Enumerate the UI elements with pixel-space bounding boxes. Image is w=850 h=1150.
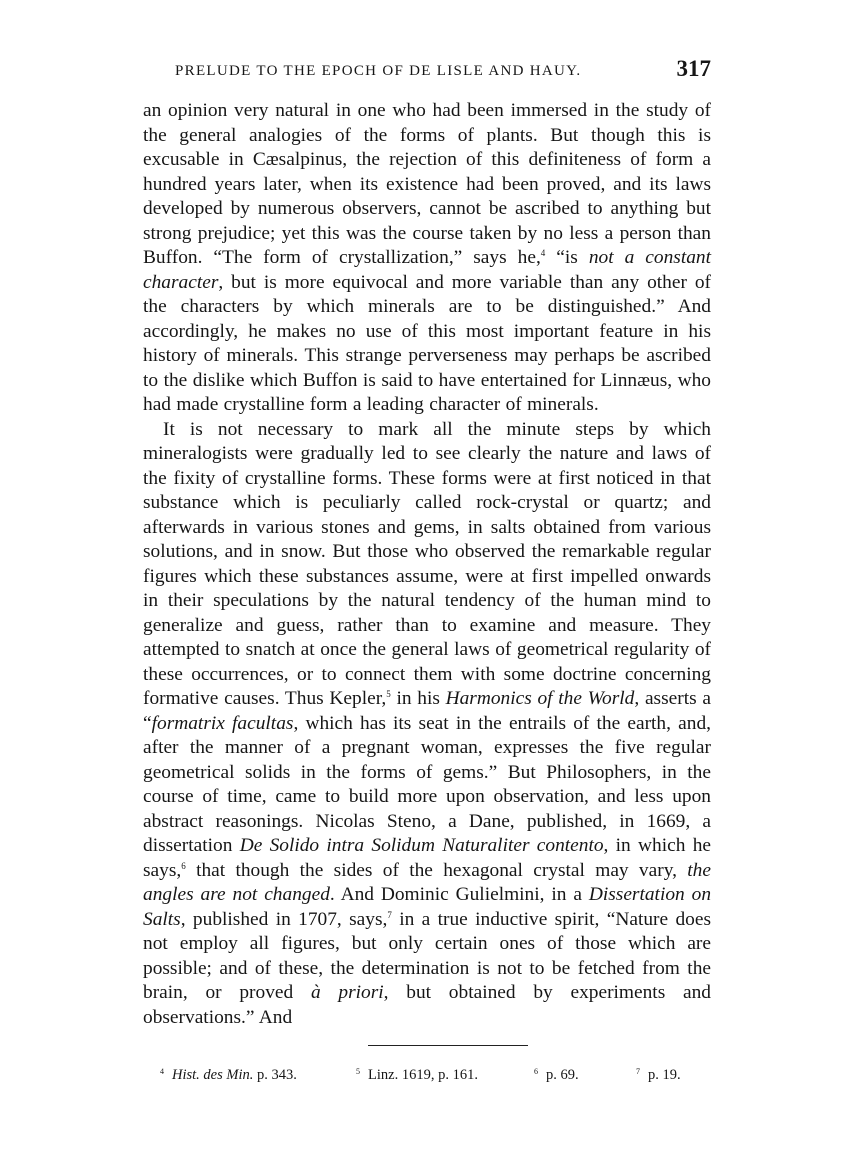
paragraph-1 xyxy=(143,99,711,418)
paragraph-2-part-b: in his xyxy=(390,688,446,709)
book-title-harmonics: Harmonics of the World xyxy=(445,688,635,709)
footnote-text: p. 343. xyxy=(253,1067,297,1083)
paragraph-2-part-d: , which has its seat in the entrails of the earth, and, after the manner of a pregnant woman, expresses the five regular geometrical solids in the forms of gems.” But Philosophers, in the course of time, came to build more upon observation, and less upon abstract reasonings. Nicolas Steno, a Dane, published, in 1669, a dissertation xyxy=(143,712,711,856)
paragraph-2-part-g: . And Dominic Gulielmini, in a xyxy=(329,884,589,905)
paragraph-1-emphasis: not a constant character xyxy=(143,247,711,293)
footnote-text: Linz. 1619, p. 161. xyxy=(368,1067,478,1083)
footnote-ref-5: 5 xyxy=(386,689,391,699)
footnote-mark: 7 xyxy=(636,1067,640,1076)
footnotes xyxy=(160,1063,700,1089)
footnote-text: p. 69. xyxy=(546,1067,579,1083)
footnote-5 xyxy=(356,1067,478,1084)
paragraph-1-part-c: , but is more equivocal and more variable than any other of the characters by which minerals are to be distinguished.” And accordingly, he makes no use of this most important feature in his history of minerals. This strange perverseness may perhaps be ascribed to the dislike which Buffon is said to have entertained for Linnæus, who had made crystalline form a leading character of minerals. xyxy=(143,271,711,415)
emphasis-angles: the angles are not changed xyxy=(143,859,711,905)
dissertation-title-steno: De Solido intra Solidum Naturaliter contento xyxy=(239,835,604,856)
footnote-ref-4: 4 xyxy=(540,248,546,258)
footnote-text: p. 19. xyxy=(648,1067,681,1083)
footnote-4 xyxy=(160,1067,297,1084)
paragraph-2-part-a: It is not necessary to mark all the minute steps by which mineralogists were gradually led to see clearly the nature and laws of the fixity of crystalline forms. These forms were at first noticed in that substance which is peculiarly called rock-crystal or quartz; and afterwards in various stones and gems, in salts obtained from various solutions, and in snow. But those who observed the remarkable regular figures which these substances assume, were at first impelled onwards in their speculations by the natural tendency of the human mind to generalize and guess, rather than to examine and measure. They attempted to snatch at once the general laws of geometrical regularity of these occurrences, or to connect them with some doctrine concerning formative causes. Thus Kepler, xyxy=(143,418,711,709)
running-header xyxy=(143,56,711,86)
body-text xyxy=(143,99,711,1030)
latin-phrase-formatrix: formatrix facultas xyxy=(151,712,294,734)
page-number: 317 xyxy=(676,56,711,81)
paragraph-1-part-b: “is xyxy=(545,247,589,268)
footnote-divider xyxy=(368,1045,528,1046)
latin-phrase-a-priori: à priori xyxy=(310,982,384,1003)
paragraph-2 xyxy=(143,418,711,1031)
footnote-italic: Hist. des Min. xyxy=(172,1067,254,1083)
paragraph-1-part-a: an opinion very natural in one who had been immersed in the study of the general analogies of the forms of plants. But though this is excusable in Cæsalpinus, the rejection of this definiteness of form a hundred years later, when its existence had been proved, and its laws developed by numerous observers, cannot be ascribed to anything but strong prejudice; yet this was the course taken by no less a person than Buffon. “The form of crystallization,” says he, xyxy=(143,100,711,268)
footnote-mark: 5 xyxy=(356,1067,360,1076)
paragraph-2-part-c: , asserts a “ xyxy=(143,688,711,734)
paragraph-2-part-h: , published in 1707, says, xyxy=(180,908,388,930)
footnote-mark: 6 xyxy=(534,1067,538,1076)
paragraph-2-part-e: , in which he says, xyxy=(143,835,711,881)
footnote-6 xyxy=(534,1067,579,1084)
footnote-7 xyxy=(636,1067,681,1084)
paragraph-2-part-i: in a true inductive spirit, “Nature does not employ all figures, but only certain ones of those which are possible; and of these, the determination is not to be fetched from the brain, or proved xyxy=(143,908,711,1003)
footnote-mark: 4 xyxy=(160,1067,164,1076)
footnote-ref-6: 6 xyxy=(181,860,186,871)
footnote-ref-7: 7 xyxy=(387,909,392,920)
dissertation-title-salts: Dissertation on Salts xyxy=(143,884,712,930)
paragraph-2-part-f: that though the sides of the hexagonal crystal may vary, xyxy=(185,859,688,881)
running-title: PRELUDE TO THE EPOCH OF DE LISLE AND HAUY. xyxy=(175,63,582,79)
paragraph-2-part-j: , but obtained by experiments and observations.” And xyxy=(143,982,711,1028)
